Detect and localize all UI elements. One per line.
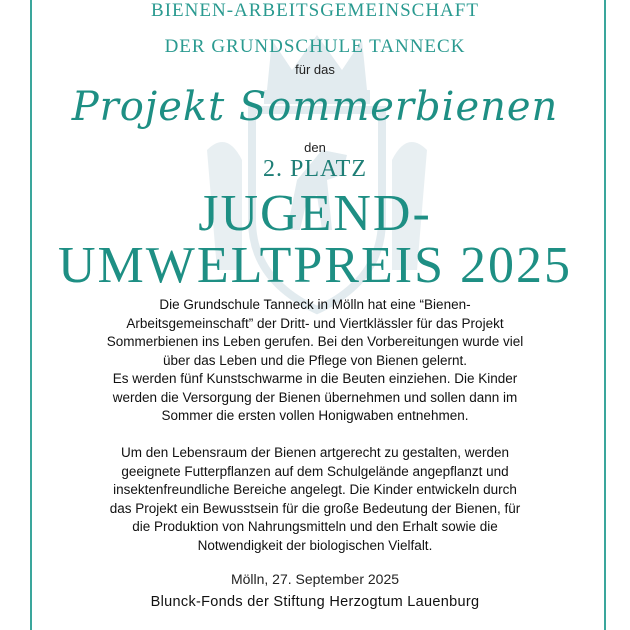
text-line: das Projekt ein Bewusstsein für die große Bedeutung der Bienen, für xyxy=(109,500,521,516)
text-line: geeignete Futterpflanzen auf dem Schulgelände angepflanzt und xyxy=(121,463,509,479)
text-line: Arbeitsgemeinschaft” der Dritt- und Viertklässler für das Projekt xyxy=(126,315,504,331)
issuer-name: Blunck-Fonds der Stiftung Herzogtum Lauenburg xyxy=(150,594,480,610)
text-line: Die Grundschule Tanneck in Mölln hat eine “Bienen- xyxy=(159,297,471,312)
award-place: 2. PLATZ xyxy=(263,156,367,182)
text-line: die Produktion von Nahrungsmitteln und den Erhalt sowie die xyxy=(132,519,498,534)
text-line: Sommerbienen ins Leben gerufen. Bei den Vorbereitungen wurde viel xyxy=(106,334,524,349)
description-paragraph-2 xyxy=(60,444,570,555)
text-line: Es werden fünf Kunstschwarme in die Beuten einziehen. Die Kinder xyxy=(112,371,518,386)
description-paragraph-1 xyxy=(60,296,570,426)
text-line: insektenfreundliche Bereiche angelegt. Die Kinder entwickeln durch xyxy=(113,482,517,497)
text-line: Um den Lebensraum der Bienen artgerecht zu gestalten, werden xyxy=(121,445,509,460)
project-name: Projekt Sommerbienen xyxy=(71,84,559,130)
org-title-line2: DER GRUNDSCHULE TANNECK xyxy=(164,36,466,57)
text-line: werden die Versorgung der Bienen übernehmen und sollen dann im xyxy=(112,389,518,405)
text-line: über das Leben und die Pflege von Bienen gelernt. xyxy=(163,352,467,368)
org-title-line1: BIENEN-ARBEITSGEMEINSCHAFT xyxy=(151,0,479,21)
text-line: Notwendigkeit der biologischen Vielfalt. xyxy=(197,537,433,553)
den-label: den xyxy=(304,140,326,155)
award-title-line1: JUGEND- xyxy=(198,185,432,242)
text-line: Sommer die ersten vollen Honigwaben entnehmen. xyxy=(161,408,469,423)
place-and-date: Mölln, 27. September 2025 xyxy=(230,571,400,587)
award-title-line2: UMWELTPREIS 2025 xyxy=(58,237,572,294)
fuer-das-label: für das xyxy=(295,62,335,77)
